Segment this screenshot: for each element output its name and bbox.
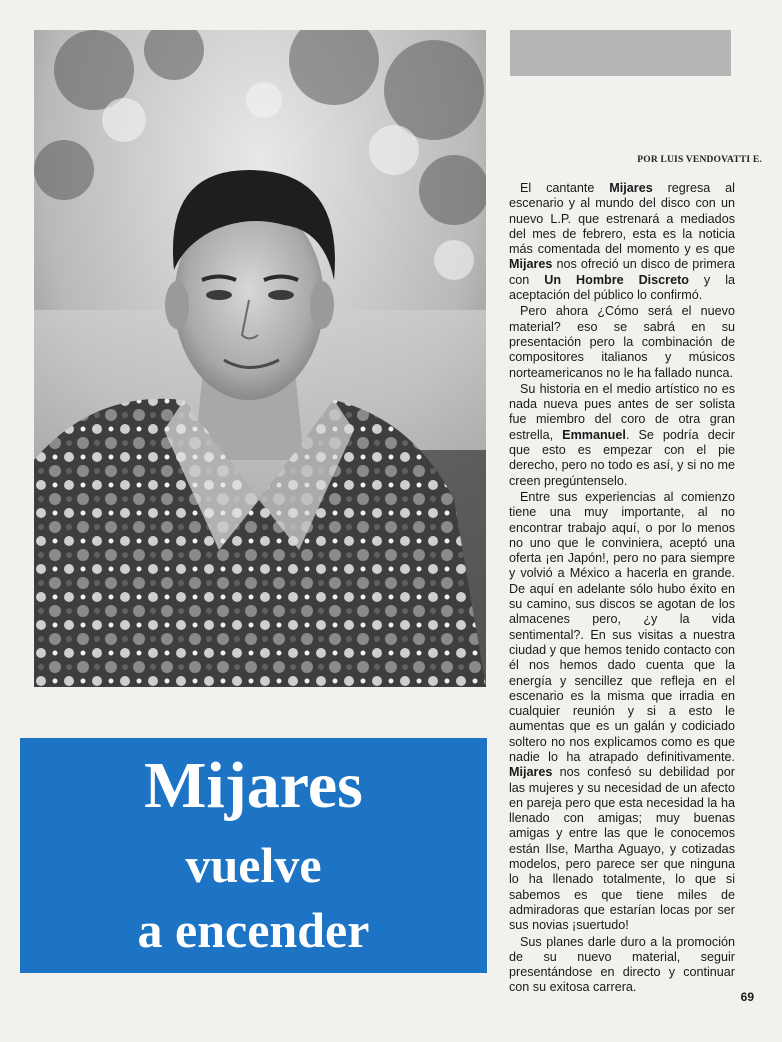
article-paragraph: [509, 382, 735, 489]
text-run: nos ofreció un disco de primera con: [509, 257, 735, 287]
page-number: 69: [740, 990, 754, 1004]
text-run: Su historia en el medio artístico no es nada nueva pues antes de ser solista fue miembro del coro de otra gran estrella,: [509, 381, 735, 442]
text-run: Entre sus experiencias al comienzo tiene una muy importante, al no encontrar trabajo aquí, o por lo menos no uno que le conviniera, aceptó una oferta ¡en Japón!, pero no para siempre y volvió a México a hacerla en grande. De aquí en adelante sólo hubo éxito en su camino, sus discos se agotan de los almacenes pero, ¿y la vida sentimental?. En sus visitas a nuestra ciudad y que hemos tenido contacto con él nos hemos dado cuenta que la energía y sencillez que refleja en el escenario es la misma que irradia en cualquier reunión y si a esto le aumentas que es un galán y codiciado soltero no nos explicamos como es que nadie lo ha atrapado definitivamente.: [509, 489, 735, 764]
headline-line-3: a encender: [137, 902, 370, 958]
byline: POR LUIS VENDOVATTI E.: [637, 155, 762, 165]
text-run: El cantante: [520, 181, 610, 195]
artist-name: Emmanuel: [562, 427, 626, 442]
header-bar: [510, 30, 731, 76]
headline-block: [20, 738, 487, 973]
article-paragraph: Sus planes darle duro a la promoción de su nuevo material, seguir presentándose en directo y continuar con su exitosa carrera.: [509, 934, 735, 995]
portrait-photo: [34, 30, 486, 687]
headline-line-1: Mijares: [144, 749, 363, 822]
article-paragraph: Pero ahora ¿Cómo será el nuevo material? eso se sabrá en su presentación pero la combinación de compositores italianos y músicos norteamericanos no le ha fallado nunca.: [509, 304, 735, 380]
text-run: regresa al escenario y al mundo del disco con un nuevo L.P. que estrenará a mediados del mes de febrero, esta es la noticia más comentada del momento y es que: [509, 181, 735, 257]
text-run: y la aceptación del público lo confirmó.: [509, 272, 735, 303]
artist-name: Mijares: [609, 181, 653, 195]
article-paragraph: [509, 490, 735, 934]
artist-name: Mijares: [509, 257, 553, 272]
portrait-illustration: [34, 30, 486, 687]
artist-name: Mijares: [509, 765, 553, 780]
headline-line-2: vuelve: [185, 837, 322, 893]
article-body: [509, 181, 735, 997]
album-name: Un Hombre Discreto: [544, 272, 689, 287]
article-paragraph: [509, 181, 735, 303]
text-run: nos confesó su debilidad por las mujeres y su necesidad de un afecto en pareja pero que esta necesidad la ha llenado con amigas; muy buenas amigas y entre las que le conocemos están Ilse, Martha Aguayo, y cotizadas modelos, pero parece ser que ninguna lo ha llenado totalmente, lo que si sabemos es que tiene miles de admiradoras que estarían locas por ser sus novias ¡suertudo!: [509, 765, 735, 933]
text-run: . Se podría decir que esto es empezar con el pie derecho, pero no todo es así, y si no me creen pregúntenselo.: [509, 427, 735, 488]
